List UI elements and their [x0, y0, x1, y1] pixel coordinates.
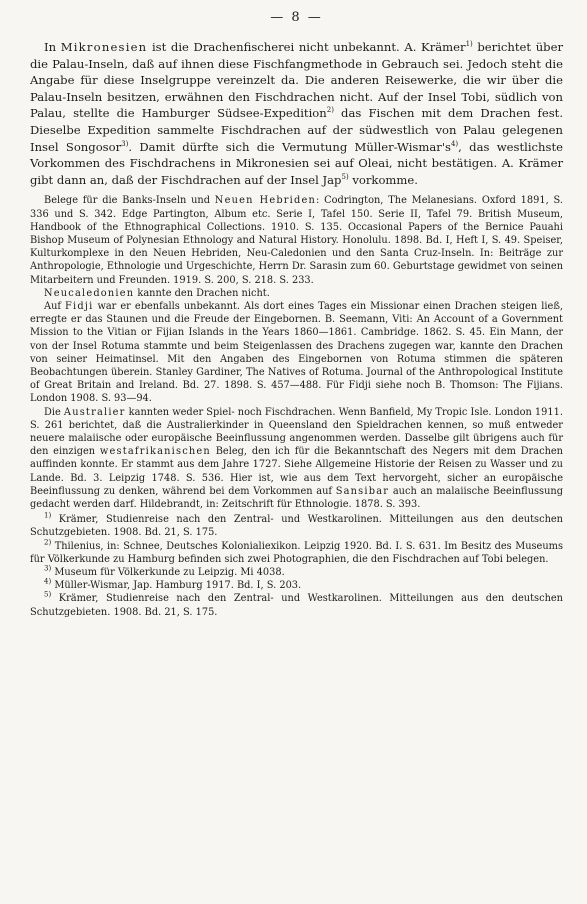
- main-text-segment: In: [44, 40, 57, 54]
- small-text-segment: kannte den Drachen nicht.: [137, 287, 270, 299]
- footnote-ref: 5): [341, 172, 349, 181]
- emphasized-term: Neucaledonien: [44, 287, 135, 299]
- footnote-text: Müller-Wismar, Jap. Hamburg 1917. Bd. I, S. 203.: [54, 580, 302, 592]
- document-page: [30, 10, 563, 619]
- small-text-segment: auch an malaiische Beeinflussung gedacht werden darf. Hildebrandt, in: Zeitschrift für Ethnologie. 1878. S. 393.: [30, 485, 563, 511]
- footnote-text: Krämer, Studienreise nach den Zentral- und Westkarolinen. Mitteilungen aus den deutschen Schutzgebieten. 1908. Bd. 21, S. 175.: [30, 514, 563, 539]
- footnote-3: [30, 566, 563, 579]
- emphasized-term: Fidji: [65, 300, 94, 312]
- small-text-segment: : Codrington, The Melanesians. Oxford 1891, S. 336 und S. 342. Edge Partington, Album etc. Serie I, Tafel 150. Serie II, Tafel 79. British Museum, Handbook of the Ethnographical Collections. 1910. S. 135. Occasional Papers of the Bernice Pauahi Bishop Museum of Polynesian Ethnology and Natural History. Honolulu. 1898. Bd. I, Heft I, S. 49. Speiser, Kulturkomplexe in den Neuen Hebriden, Neu-Caledonien und den Santa Cruz-Inseln. In: Beiträge zur Anthropologie, Ethnologie und Urgeschichte, Herrn Dr. Sarasin zum 60. Geburtstage gewidmet von seinen Mitarbeitern und Freunden. 1919. S. 200, S. 218. S. 233.: [30, 195, 563, 286]
- footnote-ref: 4): [450, 139, 459, 148]
- footnote-mark: 4): [44, 577, 52, 586]
- footnote-4: [30, 579, 563, 592]
- emphasized-term: Mikronesien: [60, 40, 148, 54]
- emphasized-term: Sansibar: [335, 485, 390, 497]
- footnote-ref: 3): [121, 139, 129, 148]
- main-text-segment: berichtet über die Palau-Inseln, daß auf ihnen diese Fischfangmethode in Gebrauch sei. Jedoch steht die Angabe für diese Inselgruppe vereinzelt da. Die anderen Reisewerke, die wir über die Palau-Inseln besitzen, erwähnen den Fischdrachen nicht. Auf der Insel Tobi, südlich von Palau, stellte die Hamburger Südsee-Expedition: [30, 40, 563, 121]
- small-text-segment: Auf: [44, 300, 62, 312]
- footnote-ref: 1): [465, 40, 473, 49]
- footnote-mark: 2): [44, 538, 52, 547]
- footnote-2: [30, 540, 563, 566]
- emphasized-term: westafrikanischen: [99, 446, 211, 458]
- footnote-text: Museum für Völkerkunde zu Leipzig. Mi 4038.: [54, 567, 285, 579]
- emphasized-term: Australier: [63, 406, 126, 418]
- small-paragraph-fidji: [30, 300, 563, 406]
- small-text-segment: Die: [44, 406, 61, 418]
- footnote-ref: 2): [326, 106, 334, 115]
- footnote-1: [30, 513, 563, 539]
- small-paragraph-neucaledonien: [30, 287, 563, 300]
- small-text-segment: Beleg, den ich für die Bekanntschaft des Negers mit dem Drachen auffinden konnte. Er stammt aus dem Jahre 1727. Siehe Allgemeine Historie der Reisen zu Wasser und zu Lande. Bd. 3. Leipzig 1748. S. 536. Hier ist, wie aus dem Text hervorgeht, sicher an europäische Beeinflussung zu denken, während bei dem Vorkommen auf: [30, 446, 563, 497]
- footnotes: [30, 513, 563, 619]
- small-paragraph-banks: [30, 194, 563, 286]
- footnote-text: Thilenius, in: Schnee, Deutsches Kolonialiexikon. Leipzig 1920. Bd. I. S. 631. Im Besitz des Museums für Völkerkunde zu Hamburg befinden sich zwei Photographien, die den Fischdrachen auf Tobi belegen.: [30, 540, 563, 565]
- small-paragraph-australier: [30, 406, 563, 512]
- main-text-segment: ist die Drachenfischerei nicht unbekannt. A. Krämer: [151, 40, 466, 54]
- footnote-mark: 5): [44, 591, 52, 600]
- footnote-mark: 3): [44, 564, 52, 573]
- small-text-segment: kannten weder Spiel- noch Fischdrachen. Wenn Banfield, My Tropic Isle. London 1911. S. 261 berichtet, daß die Australierkinder in Queensland den Spieldrachen kennen, so muß entweder neuere malaiische oder europäische Beeinflussung angenommen werden. Dasselbe gilt übrigens auch für den einzigen: [30, 406, 563, 458]
- footnote-text: Krämer, Studienreise nach den Zentral- und Westkarolinen. Mitteilungen aus den deutschen Schutzgebieten. 1908. Bd. 21, S. 175.: [30, 593, 563, 618]
- main-text-segment: , das westlichste Vorkommen des Fischdrachens in Mikronesien sei auf Oleai, nicht bestätigen. A. Krämer gibt dann an, daß der Fischdrachen auf der Insel Jap: [30, 139, 563, 187]
- main-text-segment: . Damit dürfte sich die Vermutung Müller-Wismar's: [128, 139, 451, 154]
- main-paragraph: [30, 39, 563, 188]
- emphasized-term: Neuen Hebriden: [214, 195, 316, 207]
- footnote-mark: 1): [44, 511, 52, 520]
- small-text-segment: war er ebenfalls unbekannt. Als dort eines Tages ein Missionar einen Drachen steigen ließ, erregte er das Staunen und die Freude der Eingebornen. B. Seemann, Viti: An Account of a Government Mission to the Vitian or Fijian Islands in the Years 1860—1861. Cambridge. 1862. S. 45. Ein Mann, der von der Insel Rotuma stammte und beim Steigenlassen des Drachens zugegen war, kannte den Drachen von seiner Heimatinsel. Mit den Angaben des Eingebornen von Rotuma stimmen die späteren Beobachtungen überein. Stanley Gardiner, The Natives of Rotuma. Journal of the Anthropological Institute of Great Britain and Ireland. Bd. 27. 1898. S. 457—488. Für Fidji siehe noch B. Thomson: The Fijians. London 1908. S. 93—94.: [30, 300, 563, 405]
- small-text-segment: Belege für die Banks-Inseln und: [44, 195, 210, 207]
- main-text-segment: vorkomme.: [352, 172, 418, 187]
- main-text-segment: das Fischen mit dem Drachen fest. Dieselbe Expedition sammelte Fischdrachen auf der südwestlich von Palau gelegenen Insel Songosor: [30, 106, 564, 154]
- footnote-5: [30, 592, 563, 618]
- page-number: — 8 —: [270, 10, 323, 25]
